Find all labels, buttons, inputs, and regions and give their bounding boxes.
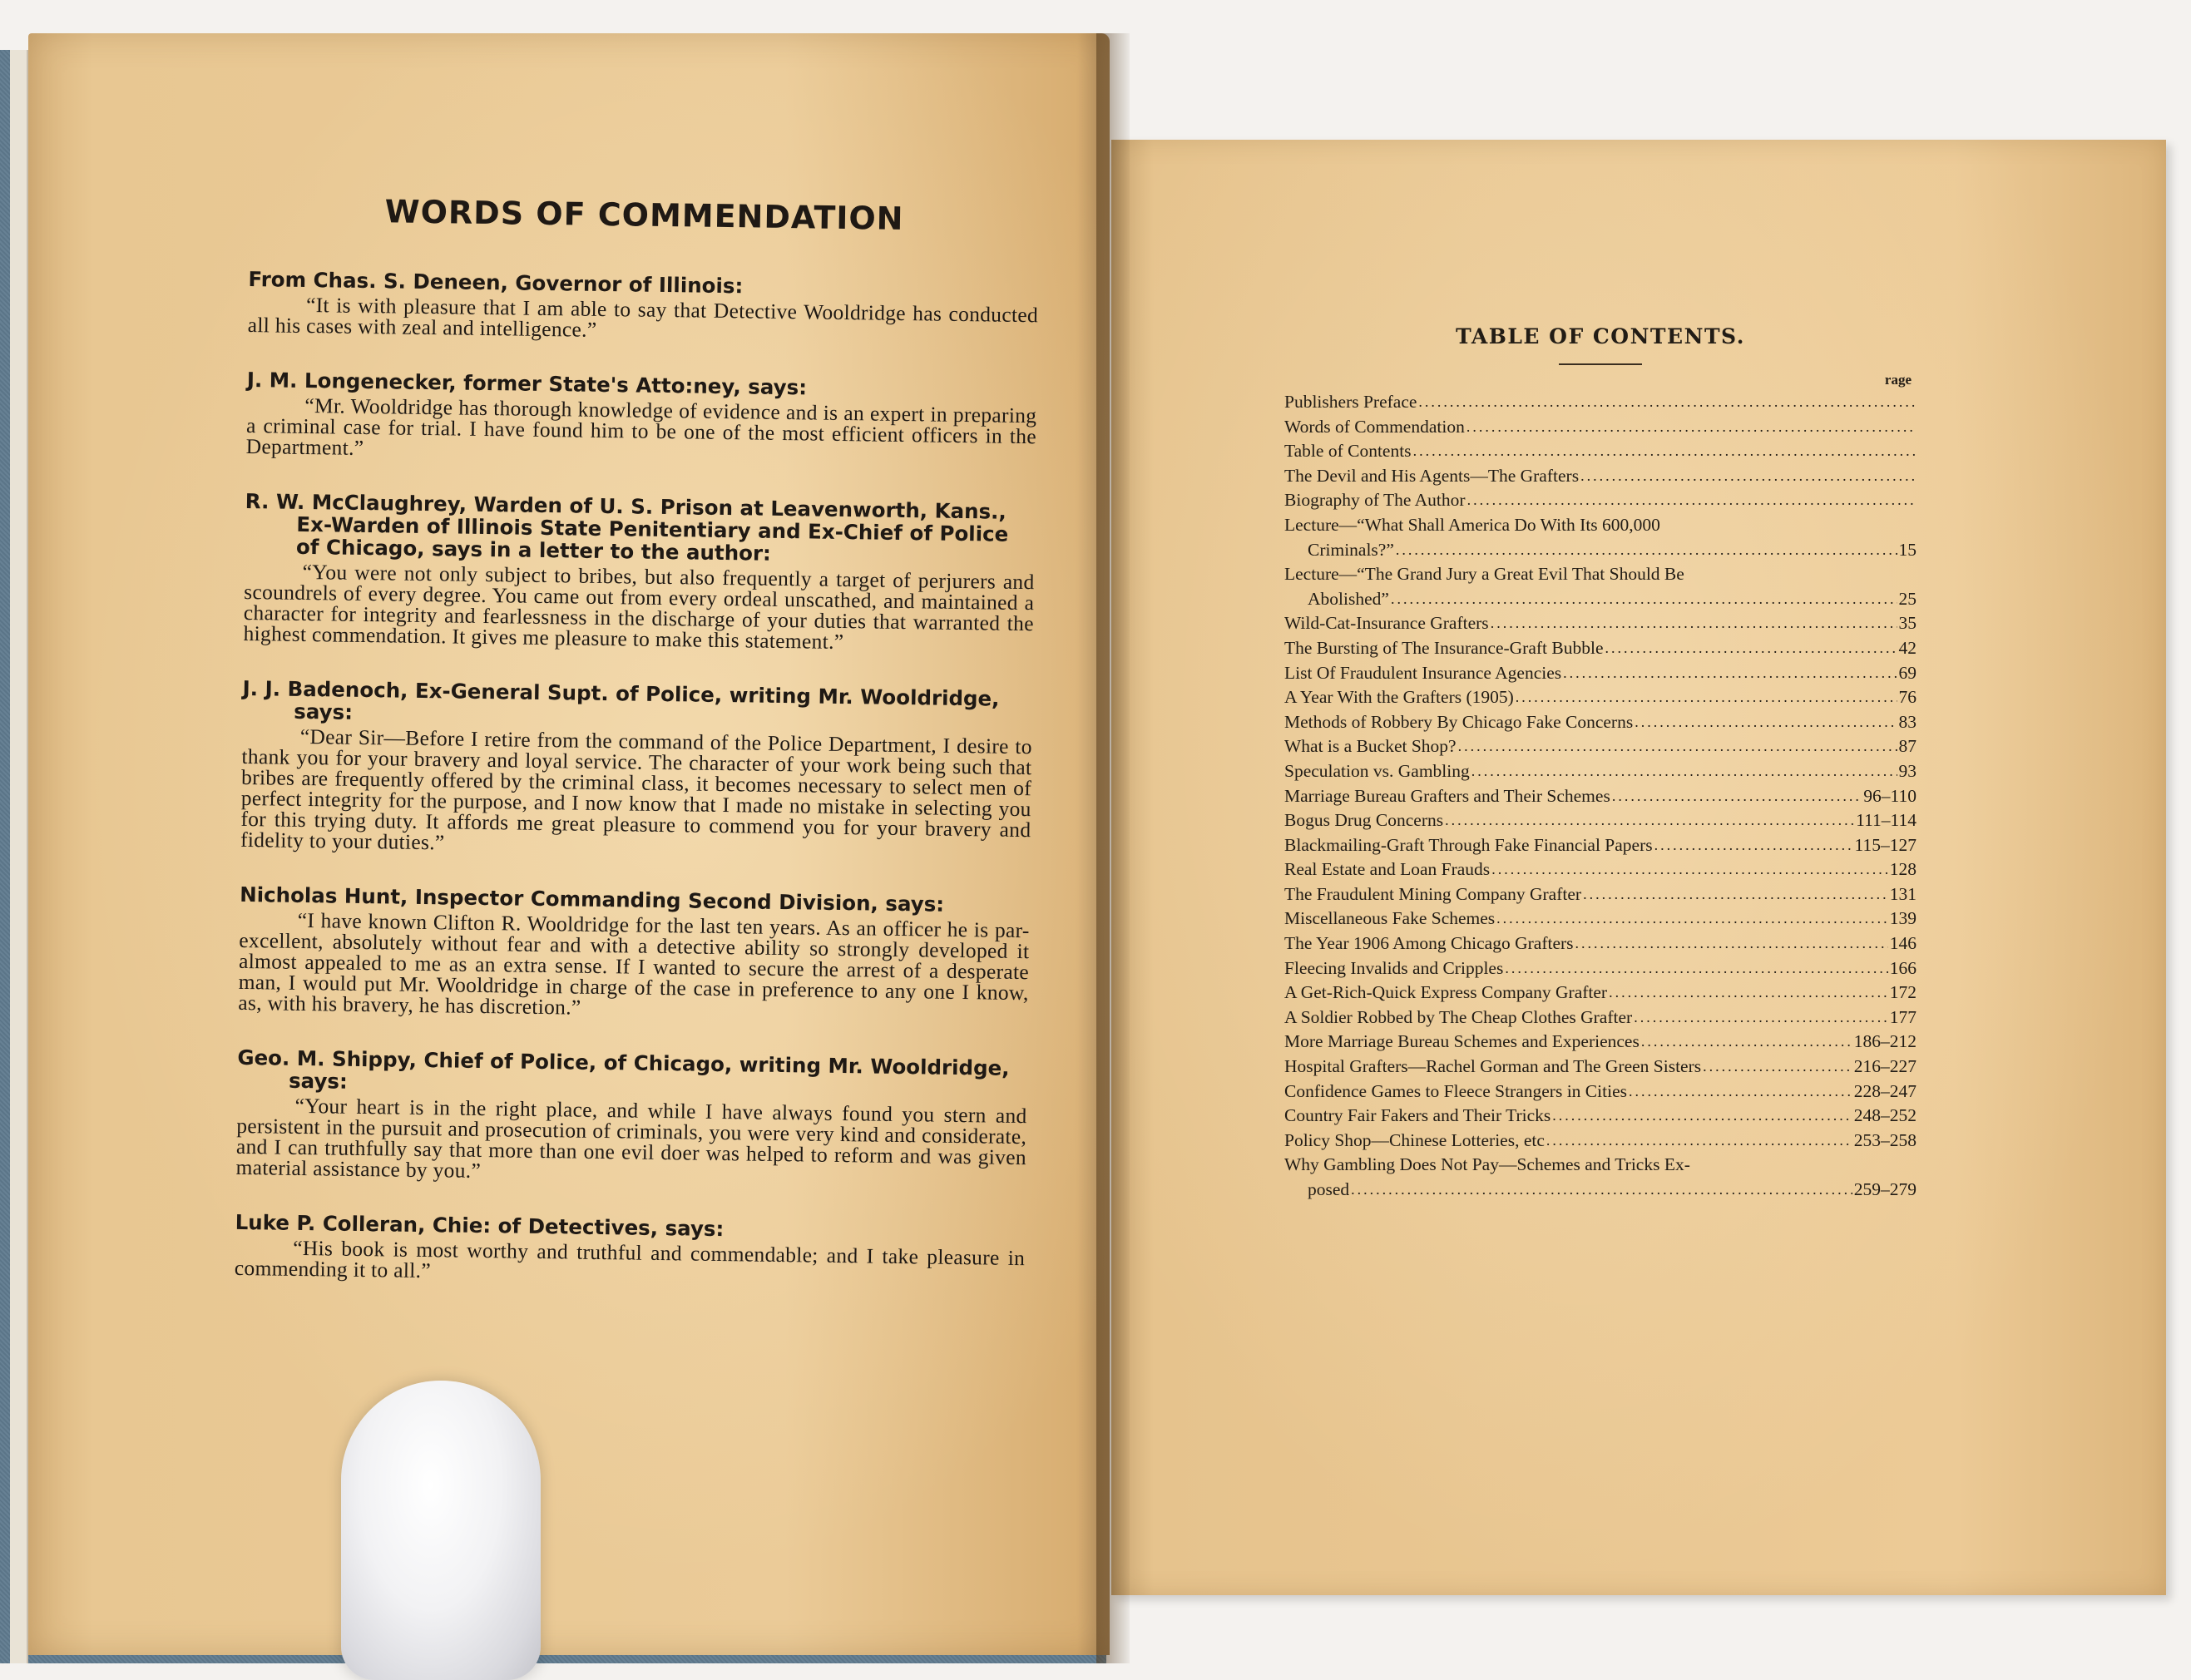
toc-entry-page: 115–127 (1854, 834, 1917, 855)
toc-entry (1284, 538, 1917, 563)
dot-leader (1634, 1006, 1888, 1030)
toc-entry-label: Methods of Robbery By Chicago Fake Concerns (1284, 711, 1634, 732)
dot-leader (1580, 464, 1915, 489)
toc-entry-label: Criminals?” (1308, 539, 1394, 560)
toc-title: TABLE OF CONTENTS. (1456, 324, 1745, 348)
dot-leader (1458, 734, 1897, 759)
title-rule (1559, 363, 1642, 365)
dot-leader (1467, 488, 1915, 513)
testimonial-quote: “Dear Sir—Before I retire from the command of the Police Department, I desire to thank you for your bravery and loyal service. The character of your work being such that bribes are frequently offered by the criminal class, it becomes necessary to select men of perfect integrity for the purpose, and I now know that I made no mistake in selecting you for this trying duty. It affords me great pleasure to commend you for your bravery and fidelity to your duties.” (240, 724, 1032, 855)
testimonial-heading: Luke P. Colleran, Chie: of Detectives, says: (235, 1209, 725, 1242)
toc-entry (1284, 488, 1917, 513)
testimonial (248, 268, 1039, 346)
toc-entry (1284, 587, 1917, 612)
testimonial-quote: “You were not only subject to bribes, but also frequently a target of perjurers and scoundrels of every degree. You came out from every ordeal unscathed, and maintained a character for integrity and fearlessness in the discharge of your duties that warranted the highest commendation. It gives me pleasure to make this statement.” (243, 559, 1035, 655)
toc-entry-line: Why Gambling Does Not Pay—Schemes and Tricks Ex- (1284, 1154, 1690, 1175)
toc-entry-label: Marriage Bureau Grafters and Their Schemes (1284, 785, 1610, 806)
toc-entry-page: 259–279 (1853, 1179, 1917, 1199)
toc-entry-label: Miscellaneous Fake Schemes (1284, 908, 1496, 929)
dot-leader (1703, 1055, 1852, 1080)
toc-entry (1284, 636, 1917, 661)
dot-leader (1505, 956, 1887, 981)
toc-entry (1284, 439, 1917, 464)
toc-entry (1284, 1055, 1917, 1080)
toc-entry (1284, 833, 1917, 858)
testimonial-heading: Nicholas Hunt, Inspector Commanding Second Division, says: (239, 882, 945, 917)
dot-leader (1612, 784, 1862, 809)
dot-leader (1641, 1030, 1852, 1055)
toc-entry-page: 228–247 (1853, 1080, 1917, 1101)
toc-entry-label: Words of Commendation (1284, 416, 1465, 437)
toc-entry-label: Bogus Drug Concerns (1284, 810, 1444, 831)
dot-leader (1552, 1104, 1852, 1129)
toc-entry-label: List Of Fraudulent Insurance Agencies (1284, 662, 1562, 683)
toc-entry (1284, 759, 1917, 784)
testimonial-heading: J. J. Badenoch, Ex-General Supt. of Police, writing Mr. Wooldridge, says: (242, 675, 1000, 724)
gloved-thumb (341, 1381, 541, 1680)
page-title: WORDS OF COMMENDATION (384, 193, 904, 237)
toc-entry (1284, 1104, 1917, 1129)
dot-leader (1516, 685, 1897, 710)
testimonial-heading: J. M. Longenecker, former State's Atto:ney, says: (246, 367, 808, 400)
page-block-edge (10, 50, 28, 1663)
toc-entry-label: The Year 1906 Among Chicago Grafters (1284, 933, 1574, 954)
toc-entry (1284, 1006, 1917, 1030)
toc-entry-page: 131 (1889, 883, 1917, 904)
toc-entry-label: posed (1308, 1179, 1350, 1199)
toc-entry-page: 248–252 (1853, 1105, 1917, 1126)
toc-entry (1284, 956, 1917, 981)
testimonial-quote: “It is with pleasure that I am able to say that Detective Wooldridge has conducted all his cases with zeal and intelligence.” (247, 292, 1039, 342)
dot-leader (1413, 439, 1915, 464)
dot-leader (1496, 907, 1888, 931)
toc-entry-page: 42 (1898, 637, 1917, 658)
dot-leader (1491, 611, 1897, 636)
toc-entry (1284, 464, 1917, 489)
toc-entry-page: 146 (1889, 933, 1917, 954)
toc-entry (1284, 710, 1917, 735)
toc-entry-page: 177 (1889, 1006, 1917, 1027)
toc-entry-page: 96–110 (1863, 785, 1917, 806)
toc-entry-label: A Get-Rich-Quick Express Company Grafter (1284, 982, 1608, 1003)
toc-entry-label: Hospital Grafters—Rachel Gorman and The Green Sisters (1284, 1056, 1702, 1077)
toc-entry (1284, 1030, 1917, 1055)
toc-entry-label: The Fraudulent Mining Company Grafter (1284, 883, 1582, 904)
toc-entry (1284, 1129, 1917, 1154)
toc-entry (1284, 661, 1917, 686)
testimonial-quote: “His book is most worthy and truthful and commendable; and I take pleasure in commending it to all.” (234, 1235, 1026, 1283)
toc-entry-label: A Year With the Grafters (1905) (1284, 687, 1514, 708)
toc-entry-page: 93 (1898, 760, 1917, 781)
toc-entry-page: 76 (1898, 687, 1917, 708)
dot-leader (1575, 931, 1888, 956)
commendation-section (234, 191, 1040, 1322)
toc-entry-page: 35 (1898, 613, 1917, 634)
toc-entry-label: Biography of The Author (1284, 490, 1466, 511)
testimonial-heading: From Chas. S. Deneen, Governor of Illinois: (248, 266, 744, 299)
toc-entry (1284, 784, 1917, 809)
toc-entry-label: The Devil and His Agents—The Grafters (1284, 465, 1580, 486)
toc-entry-page: 128 (1889, 859, 1917, 880)
toc-entry-page: 172 (1889, 982, 1917, 1003)
toc-entry-label: Blackmailing-Graft Through Fake Financial Papers (1284, 834, 1653, 855)
dot-leader (1605, 636, 1897, 661)
toc-entry (1284, 611, 1917, 636)
toc-entry (1284, 907, 1917, 931)
toc-entry-page: 253–258 (1853, 1129, 1917, 1150)
toc-entry-page: 166 (1889, 957, 1917, 978)
toc-entry (1284, 1080, 1917, 1104)
toc-entry-label: What is a Bucket Shop? (1284, 736, 1457, 757)
testimonial (235, 1046, 1027, 1188)
dot-leader (1654, 833, 1853, 858)
toc-entry (1284, 415, 1917, 440)
toc-entry-page: 111–114 (1856, 810, 1917, 831)
dot-leader (1635, 710, 1897, 735)
toc-entry-label: Confidence Games to Fleece Strangers in Cities (1284, 1080, 1627, 1101)
toc-entry-page: 83 (1898, 711, 1917, 732)
toc-entry (1284, 857, 1917, 882)
toc-entry-label: Policy Shop—Chinese Lotteries, etc (1284, 1129, 1545, 1150)
toc-entry-page: 216–227 (1853, 1056, 1917, 1077)
testimonial (246, 368, 1037, 467)
testimonial-quote: “I have known Clifton R. Wooldridge for the last ten years. As an officer he is par-excellent, absolutely without fear and with a detective ability so strongly developed it almost appealed to me as an extra sense. If I wanted to secure the arrest of a desperate man, I would put Mr. Wooldridge in charge of the case in preference to any one I know, as, with his bravery, he has discretion.” (238, 907, 1030, 1020)
testimonial (238, 883, 1030, 1024)
toc-entry-label: Table of Contents (1284, 441, 1412, 462)
toc-entry (1284, 808, 1917, 833)
dot-leader (1396, 538, 1897, 563)
dot-leader (1445, 808, 1854, 833)
toc-entry-label: Real Estate and Loan Frauds (1284, 859, 1491, 880)
toc-entry-label: The Bursting of The Insurance-Graft Bubble (1284, 637, 1604, 658)
testimonial-heading: R. W. McClaughrey, Warden of U. S. Prison at Leavenworth, Kans., Ex-Warden of Illinois State Penitentiary and Ex-Chief of Police of Chicago, says in a letter to the author: (245, 488, 1009, 566)
toc-entry-label: Abolished” (1308, 588, 1389, 609)
testimonial (243, 490, 1035, 655)
toc-entry-label: Publishers Preface (1284, 392, 1417, 412)
dot-leader (1563, 661, 1897, 686)
dot-leader (1391, 587, 1897, 612)
toc-entry-page: 186–212 (1853, 1031, 1917, 1052)
toc-entry-label: Speculation vs. Gambling (1284, 760, 1470, 781)
toc-entry-page: 139 (1889, 908, 1917, 929)
toc-entry-label: Country Fair Fakers and Their Tricks (1284, 1105, 1551, 1126)
testimonial-quote: “Your heart is in the right place, and while I have always found you stern and persistent in the pursuit and prosecution of criminals, you were very kind and considerate, and I can truthfully say that more than one evil doer was helped to reform and was given material assistance by you.” (235, 1093, 1027, 1183)
table-of-contents (1284, 324, 1917, 1203)
testimonial (235, 1211, 1026, 1289)
toc-entry (1284, 685, 1917, 710)
testimonial-quote: “Mr. Wooldridge has thorough knowledge of evidence and is an expert in preparing a criminal case for trial. I have found him to be one of the most efficient officers in the Department.” (245, 393, 1037, 460)
toc-entry-label: More Marriage Bureau Schemes and Experiences (1284, 1031, 1640, 1052)
toc-entry-line: Lecture—“The Grand Jury a Great Evil That Should Be (1284, 564, 1684, 585)
toc-entry-label: Fleecing Invalids and Cripples (1284, 957, 1504, 978)
toc-list (1284, 390, 1917, 1203)
toc-entry (1284, 981, 1917, 1006)
toc-entry (1284, 1178, 1917, 1203)
toc-entry-page: 25 (1898, 588, 1917, 609)
dot-leader (1351, 1178, 1852, 1203)
dot-leader (1466, 415, 1915, 440)
dot-leader (1418, 390, 1915, 415)
toc-entry-line: Lecture—“What Shall America Do With Its 600,000 (1284, 514, 1660, 535)
toc-entry (1284, 734, 1917, 759)
toc-entry-label: A Soldier Robbed by The Cheap Clothes Grafter (1284, 1006, 1633, 1027)
dot-leader (1471, 759, 1897, 784)
dot-leader (1629, 1080, 1852, 1104)
toc-entry-label: Wild-Cat-Insurance Grafters (1284, 613, 1489, 634)
toc-entry-page: 69 (1898, 662, 1917, 683)
toc-entry (1284, 390, 1917, 415)
testimonial-list (235, 268, 1039, 1289)
toc-entry-page: 87 (1898, 736, 1917, 757)
book-gutter (1096, 33, 1130, 1663)
toc-entry-page: 15 (1898, 539, 1917, 560)
dot-leader (1583, 882, 1888, 907)
testimonial (240, 677, 1033, 861)
toc-entry (1284, 931, 1917, 956)
dot-leader (1491, 857, 1888, 882)
dot-leader (1546, 1129, 1852, 1154)
dot-leader (1609, 981, 1888, 1006)
testimonial-heading: Geo. M. Shippy, Chief of Police, of Chicago, writing Mr. Wooldridge, says: (237, 1045, 1010, 1094)
page-column-label: rage (1884, 372, 1912, 388)
toc-entry (1284, 882, 1917, 907)
